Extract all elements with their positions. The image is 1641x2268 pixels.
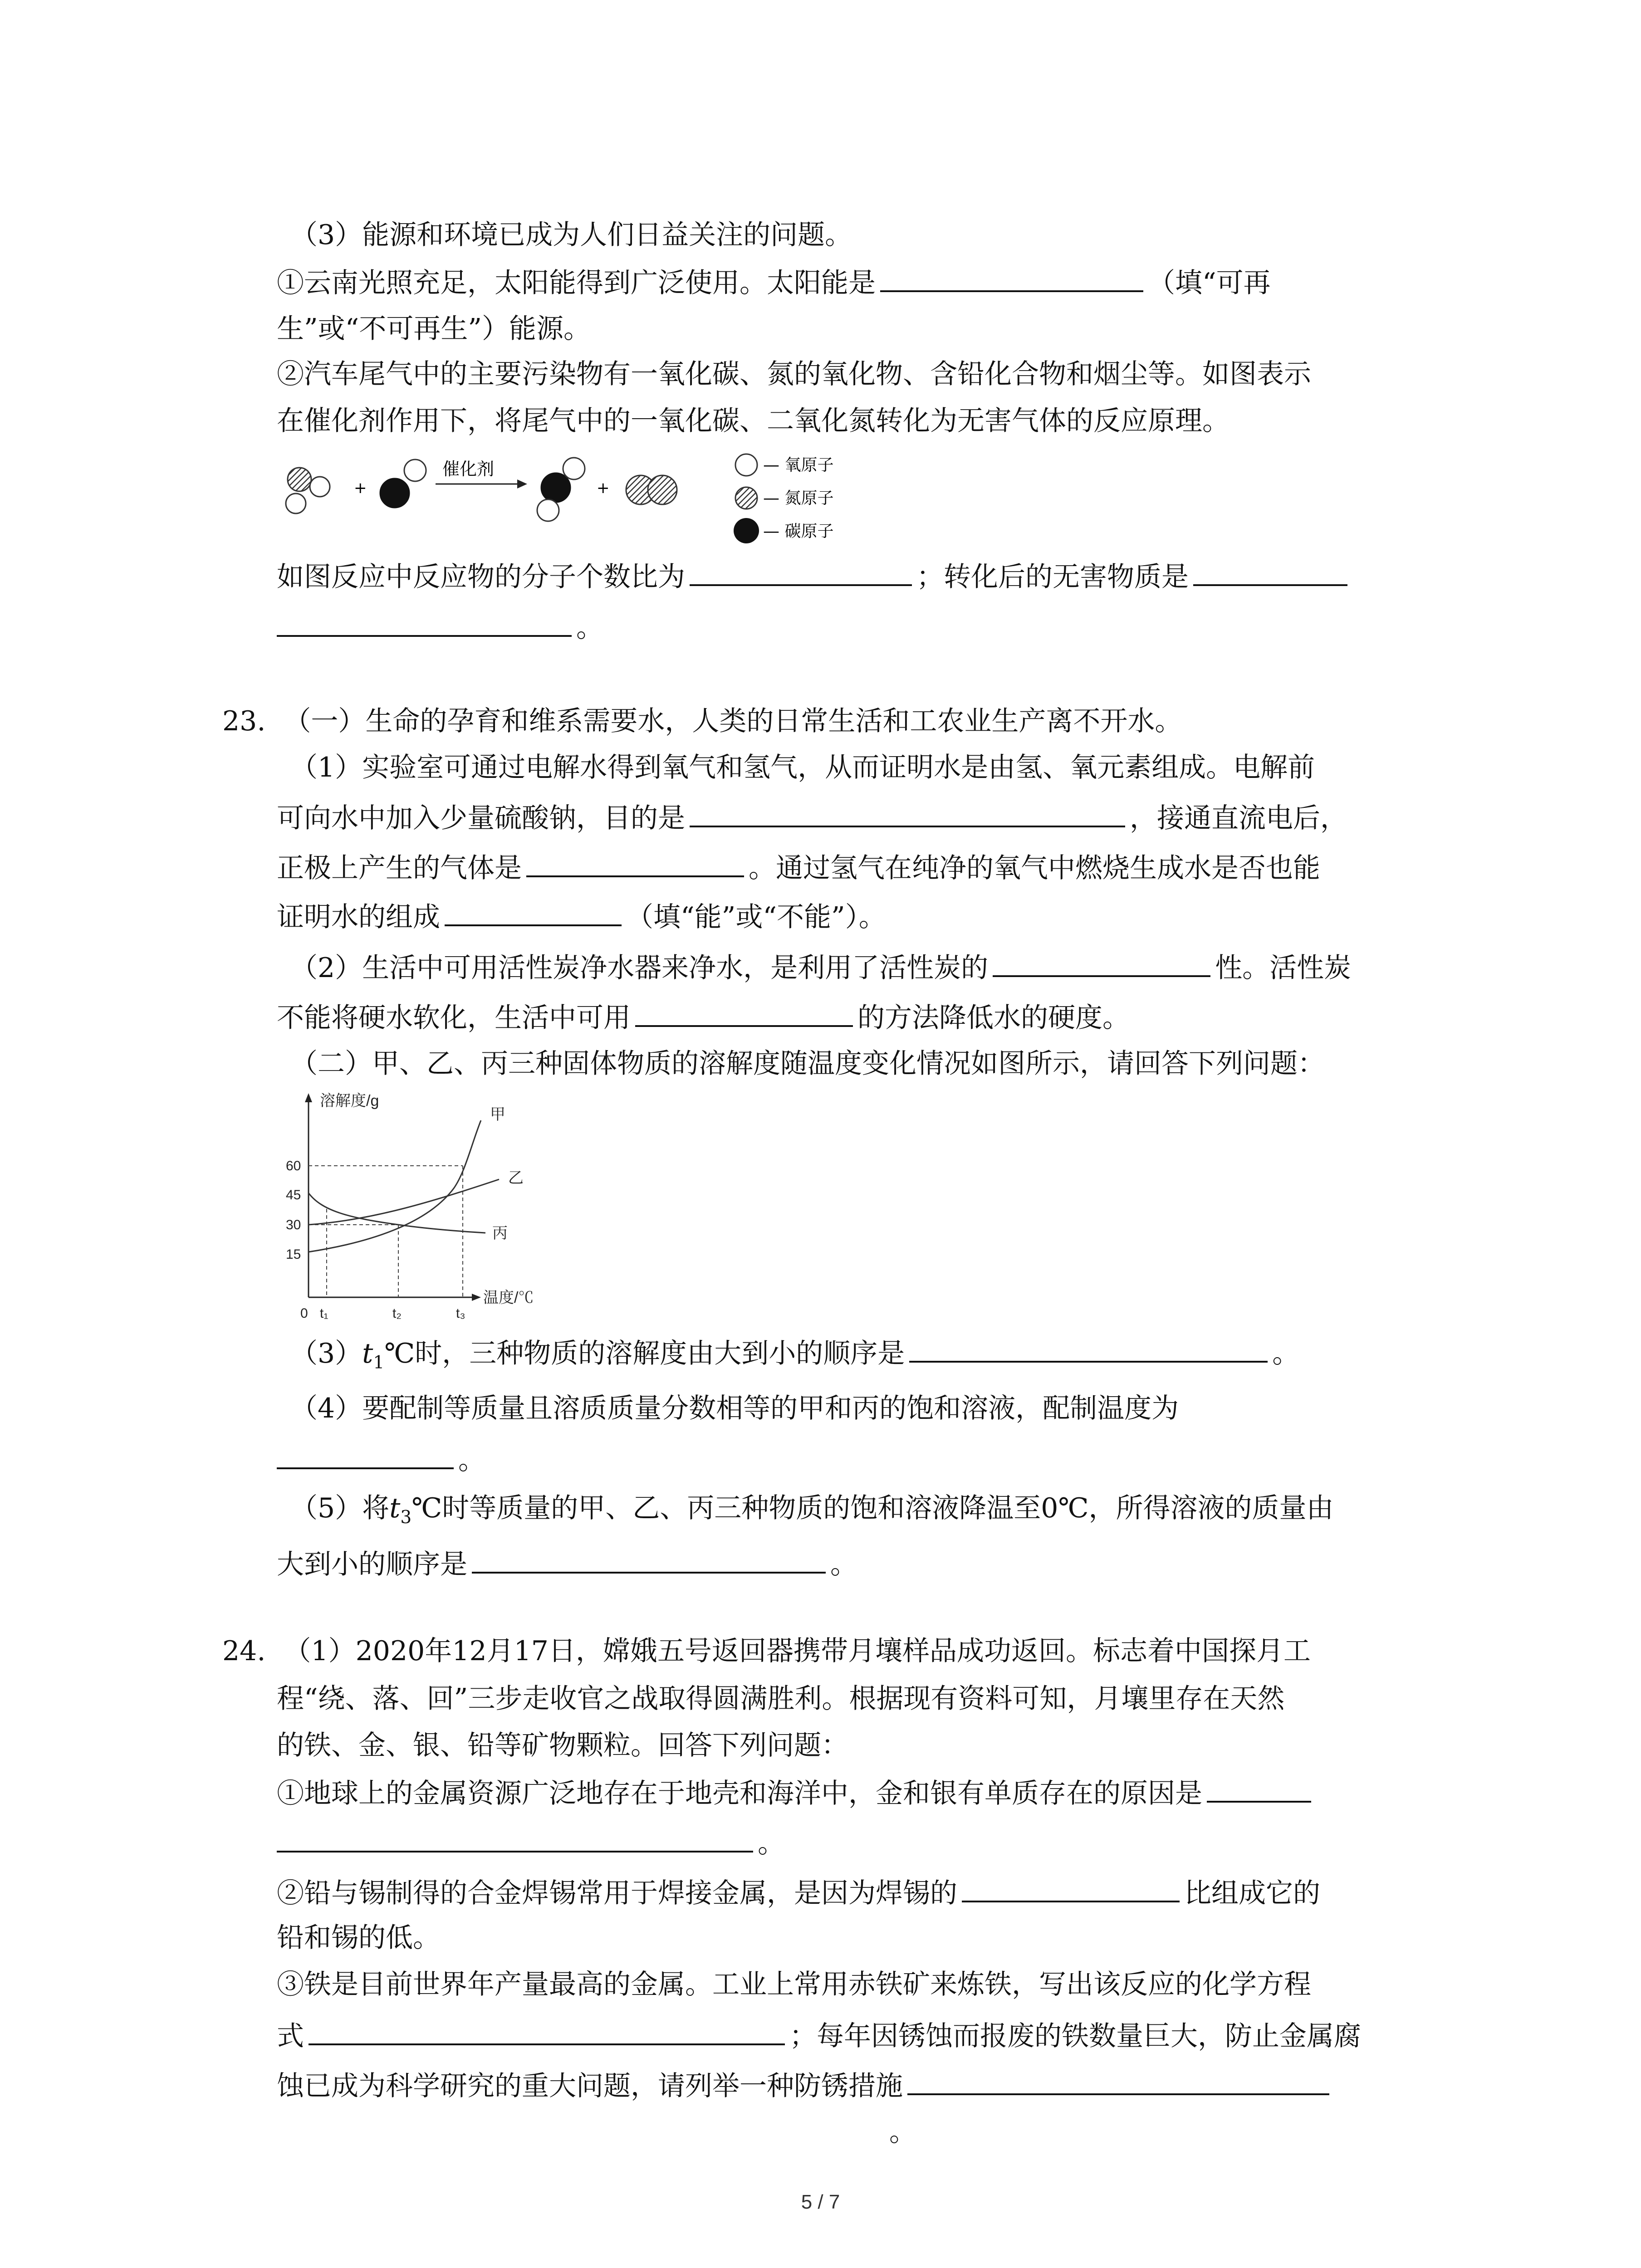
no2-molecule — [286, 468, 330, 513]
q24-line2: 程“绕、落、回”三步走收官之战取得圆满胜利。根据现有资料可知，月壤里存在天然 — [277, 1683, 1285, 1715]
q22-p3-3-line2: 。 — [277, 608, 603, 646]
reaction-diagram — [277, 451, 912, 547]
page-number: 5 / 7 — [801, 2191, 840, 2213]
x-tick-t2: t₂ — [392, 1306, 402, 1321]
y-tick-45: 45 — [286, 1188, 301, 1202]
legend-carbon: — 碳原子 — [763, 522, 834, 541]
carbon-atom-icon — [734, 518, 759, 543]
oxygen-atom-icon — [735, 454, 757, 476]
y-tick-30: 30 — [286, 1217, 301, 1232]
x-tick-t1: t₁ — [320, 1306, 328, 1321]
q23-p2-line1: （2）生活中可用活性炭净水器来净水，是利用了活性炭的 性。活性炭 — [290, 948, 1351, 986]
curve-jia — [309, 1120, 481, 1252]
co2-molecule — [537, 458, 585, 521]
y-tick-60: 60 — [286, 1158, 301, 1173]
q23-p1-line1: （1）实验室可通过电解水得到氧气和氢气，从而证明水是由氢、氧元素组成。电解前 — [290, 752, 1315, 783]
answer-blank[interactable] — [526, 848, 744, 877]
answer-blank[interactable] — [277, 1823, 753, 1853]
solubility-chart — [281, 1089, 599, 1325]
y-axis-label: 溶解度/g — [320, 1092, 379, 1110]
plus-sign: + — [354, 479, 367, 497]
question-number: 23. — [222, 705, 266, 737]
q24-line11: 。 — [889, 2116, 916, 2148]
x-tick-t3: t₃ — [456, 1306, 465, 1321]
answer-blank[interactable] — [690, 557, 912, 586]
q24-line4: ①地球上的金属资源广泛地存在于地壳和海洋中，金和银有单质存在的原因是 — [277, 1774, 1316, 1812]
q22-p3-1-line1: ①云南光照充足，太阳能得到广泛使用。太阳能是 （填“可再 — [277, 263, 1271, 301]
q23-p4-line1: （4）要配制等质量且溶质质量分数相等的甲和丙的饱和溶液，配制温度为 — [290, 1393, 1179, 1424]
answer-blank[interactable] — [1193, 557, 1347, 586]
label-bing: 丙 — [492, 1225, 508, 1242]
q23-p1-line3: 正极上产生的气体是 。通过氢气在纯净的氧气中燃烧生成水是否也能 — [277, 848, 1320, 886]
q23-intro: 23. （一）生命的孕育和维系需要水，人类的日常生活和工农业生产离不开水。 — [222, 705, 1182, 737]
x-axis-arrow-icon — [472, 1294, 481, 1301]
q24-line6: ②铅与锡制得的合金焊锡常用于焊接金属，是因为焊锡的 比组成它的 — [277, 1873, 1320, 1911]
q23-p5-line2: 大到小的顺序是 。 — [277, 1545, 857, 1583]
plus-sign-2: + — [597, 479, 610, 497]
q24-line5: 。 — [277, 1823, 785, 1862]
nitrogen-atom-icon — [735, 487, 757, 509]
legend-nitrogen: — 氮原子 — [763, 489, 834, 508]
label-jia: 甲 — [490, 1106, 505, 1123]
q24-line10: 蚀已成为科学研究的重大问题，请列举一种防锈措施 — [277, 2066, 1334, 2104]
answer-blank[interactable] — [690, 798, 1125, 827]
answer-blank[interactable] — [880, 263, 1143, 292]
curve-yi — [309, 1179, 499, 1225]
q23-p1-line2: 可向水中加入少量硫酸钠，目的是 ，接通直流电后， — [277, 798, 1347, 836]
n2-molecule — [626, 475, 677, 504]
q22-p3-title: （3）能源和环境已成为人们日益关注的问题。 — [290, 219, 852, 251]
answer-blank[interactable] — [277, 1440, 454, 1469]
y-axis-arrow-icon — [305, 1093, 312, 1102]
legend-oxygen: — 氧原子 — [763, 456, 834, 474]
question-number: 24. — [222, 1635, 266, 1667]
q23-part2-intro: （二）甲、乙、丙三种固体物质的溶解度随温度变化情况如图所示，请回答下列问题： — [290, 1048, 1325, 1080]
q22-p3-1-line2: 生”或“不可再生”）能源。 — [277, 313, 591, 345]
catalyst-label: 催化剂 — [442, 459, 495, 479]
answer-blank[interactable] — [472, 1545, 826, 1574]
q24-line3: 的铁、金、银、铅等矿物颗粒。回答下列问题： — [277, 1730, 848, 1761]
q23-p4-line2: 。 — [277, 1440, 485, 1478]
answer-blank[interactable] — [909, 1334, 1268, 1363]
solubility-chart-svg — [281, 1089, 599, 1325]
q24-line8: ③铁是目前世界年产量最高的金属。工业上常用赤铁矿来炼铁，写出该反应的化学方程 — [277, 1969, 1311, 2000]
arrow-head-icon — [517, 479, 527, 489]
answer-blank[interactable] — [635, 998, 853, 1027]
q24-line9: 式 ；每年因锈蚀而报废的铁数量巨大，防止金属腐 — [277, 2016, 1361, 2054]
answer-blank[interactable] — [445, 897, 622, 926]
x-axis-label: 温度/℃ — [483, 1289, 534, 1306]
answer-blank[interactable] — [962, 1873, 1180, 1902]
q22-p3-2-line2: 在催化剂作用下，将尾气中的一氧化碳、二氧化氮转化为无害气体的反应原理。 — [277, 405, 1230, 437]
atom-legend — [734, 454, 833, 543]
reaction-diagram-svg — [277, 451, 912, 547]
answer-blank[interactable] — [309, 2016, 785, 2045]
label-yi: 乙 — [508, 1169, 524, 1187]
q23-p1-line4: 证明水的组成 （填“能”或“不能”）。 — [277, 897, 886, 935]
q22-p3-2-line1: ②汽车尾气中的主要污染物有一氧化碳、氮的氧化物、含铅化合物和烟尘等。如图表示 — [277, 358, 1311, 390]
q22-p3-3-line1: 如图反应中反应物的分子个数比为 ；转化后的无害物质是 — [277, 557, 1352, 595]
co-molecule — [380, 459, 426, 508]
answer-blank[interactable] — [1207, 1774, 1311, 1803]
curve-bing — [309, 1193, 485, 1233]
q23-p3: $(3)t_1℃$时，三种物质的溶解度由大到小的顺序是 。 — [290, 1334, 1299, 1381]
q24-line1: 24. （1）2020年12月17日，嫦娥五号返回器携带月壤样品成功返回。标志着中国探月工 — [222, 1635, 1311, 1667]
answer-blank[interactable] — [907, 2066, 1329, 2095]
answer-blank[interactable] — [993, 948, 1210, 977]
x-tick-0: 0 — [300, 1306, 308, 1321]
q23-p2-line2: 不能将硬水软化，生活中可用 的方法降低水的硬度。 — [277, 998, 1130, 1036]
q24-line7: 铅和锡的低。 — [277, 1922, 440, 1954]
q23-p5-line1: （5）将$t_3℃$时等质量的甲、乙、丙三种物质的饱和溶液降温至0℃，所得溶液的质量由 — [290, 1492, 1334, 1528]
y-tick-15: 15 — [286, 1247, 301, 1262]
answer-blank[interactable] — [277, 608, 572, 637]
